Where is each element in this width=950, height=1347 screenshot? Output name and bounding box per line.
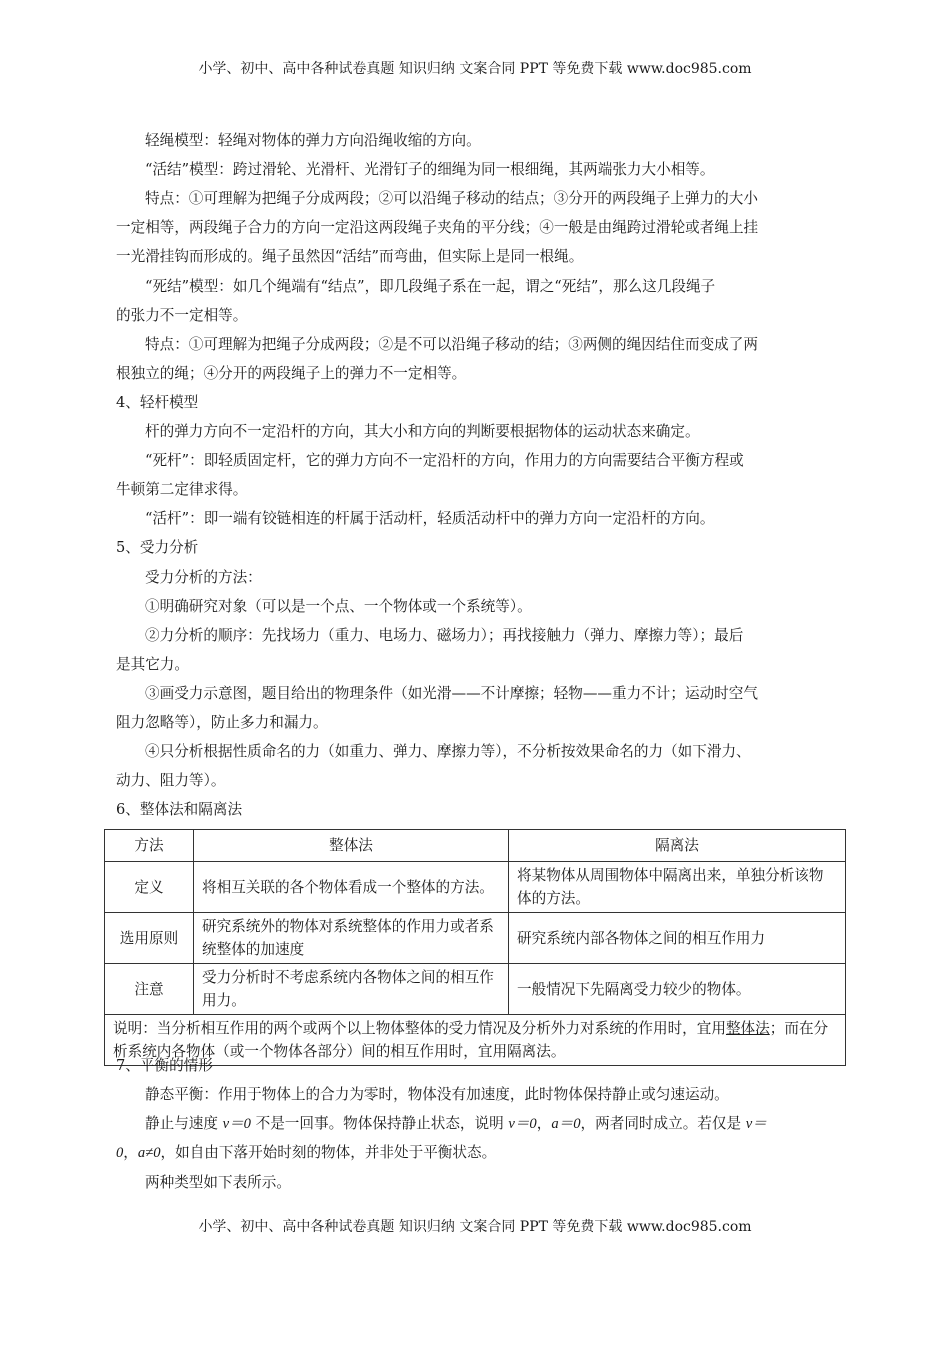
paragraph-step-3-1: ③画受力示意图，题目给出的物理条件（如光滑——不计摩擦；轻物——重力不计；运动时空气 [145, 685, 758, 702]
paragraph-step-3-2: 阻力忽略等），防止多力和漏力。 [116, 714, 328, 731]
table-note-row [105, 1015, 846, 1066]
paragraph-light-rope: 轻绳模型：轻绳对物体的弹力方向沿绳收缩的方向。 [145, 132, 481, 149]
paragraph-step-2-1: ②力分析的顺序：先找场力（重力、电场力、磁场力）；再找接触力（弹力、摩擦力等）；最后 [145, 627, 744, 644]
paragraph-hinged-rod: “活杆”：即一端有铰链相连的杆属于活动杆，轻质活动杆中的弹力方向一定沿杆的方向。 [145, 510, 715, 527]
paragraph-slip-knot: “活结”模型：跨过滑轮、光滑杆、光滑钉子的细绳为同一根细绳，其两端张力大小相等。 [145, 161, 715, 178]
paragraph-fixed-rod-1: “死杆”：即轻质固定杆，它的弹力方向不一定沿杆的方向，作用力的方向需要结合平衡方程或 [145, 452, 744, 469]
paragraph-dead-knot-features-1: 特点：①可理解为把绳子分成两段；②是不可以沿绳子移动的结；③两侧的绳因结住而变成了两 [145, 336, 758, 353]
table-row [105, 964, 846, 1015]
paragraph-step-4-1: ④只分析根据性质命名的力（如重力、弹力、摩擦力等），不分析按效果命名的力（如下滑力、 [145, 743, 751, 760]
cell-whole: 研究系统外的物体对系统整体的作用力或者系统整体的加速度 [194, 913, 509, 964]
page-header: 小学、初中、高中各种试卷真题 知识归纳 文案合同 PPT 等免费下载 www.doc985.com [198, 61, 752, 77]
paragraph-rest-vs-velocity-1: 静止与速度 v＝0 不是一回事。物体保持静止状态，说明 v＝0，a＝0，两者同时成立。若仅是 v＝ [145, 1115, 767, 1132]
paragraph-dead-knot-features-2: 根独立的绳；④分开的两段绳子上的弹力不一定相等。 [116, 365, 467, 382]
paragraph-rest-vs-velocity-2: 0，a≠0，如自由下落开始时刻的物体，并非处于平衡状态。 [116, 1144, 497, 1161]
table-row [105, 913, 846, 964]
section-heading-4: 4、轻杆模型 [116, 394, 199, 411]
note-text-b: ；而在分析系统内各物体（或一个物体各部分）间的相互作用时，宜用隔离法。 [113, 1020, 829, 1060]
paragraph-step-2-2: 是其它力。 [116, 656, 189, 673]
cell-isolate: 将某物体从周围物体中隔离出来，单独分析该物体的方法。 [509, 862, 846, 913]
row-label: 定义 [105, 862, 194, 913]
paragraph-slip-knot-features-1: 特点：①可理解为把绳子分成两段；②可以沿绳子移动的结点；③分开的两段绳子上弹力的大小 [145, 190, 758, 207]
note-underlined: 整体法 [725, 1020, 770, 1037]
paragraph-slip-knot-features-3: 一光滑挂钩而形成的。绳子虽然因“活结”而弯曲，但实际上是同一根绳。 [116, 248, 584, 265]
row-label: 选用原则 [105, 913, 194, 964]
paragraph-two-types: 两种类型如下表所示。 [145, 1174, 291, 1191]
cell-whole: 将相互关联的各个物体看成一个整体的方法。 [194, 862, 509, 913]
paragraph-rod-direction: 杆的弹力方向不一定沿杆的方向，其大小和方向的判断要根据物体的运动状态来确定。 [145, 423, 700, 440]
paragraph-fixed-rod-2: 牛顿第二定律求得。 [116, 481, 248, 498]
paragraph-dead-knot-1: “死结”模型：如几个绳端有“结点”，即几段绳子系在一起，谓之“死结”，那么这几段绳子 [145, 278, 716, 295]
table-header-isolate: 隔离法 [509, 830, 846, 862]
table-header-method: 方法 [105, 830, 194, 862]
cell-isolate: 研究系统内部各物体之间的相互作用力 [509, 913, 846, 964]
paragraph-dead-knot-2: 的张力不一定相等。 [116, 307, 248, 324]
paragraph-static-equilibrium: 静态平衡：作用于物体上的合力为零时，物体没有加速度，此时物体保持静止或匀速运动。 [145, 1086, 729, 1103]
paragraph-step-1: ①明确研究对象（可以是一个点、一个物体或一个系统等）。 [145, 598, 532, 615]
note-text-a: 说明：当分析相互作用的两个或两个以上物体整体的受力情况及分析外力对系统的作用时，宜用 [113, 1020, 726, 1037]
table-header-whole: 整体法 [194, 830, 509, 862]
cell-isolate: 一般情况下先隔离受力较少的物体。 [509, 964, 846, 1015]
paragraph-step-4-2: 动力、阻力等）。 [116, 772, 226, 789]
table-row [105, 862, 846, 913]
row-label: 注意 [105, 964, 194, 1015]
table-note [105, 1015, 846, 1066]
comparison-table [104, 829, 846, 1066]
table-header-row [105, 830, 846, 862]
section-heading-5: 5、受力分析 [116, 539, 199, 556]
section-heading-6: 6、整体法和隔离法 [116, 801, 243, 818]
cell-whole: 受力分析时不考虑系统内各物体之间的相互作用力。 [194, 964, 509, 1015]
paragraph-method-intro: 受力分析的方法： [145, 569, 262, 586]
paragraph-slip-knot-features-2: 一定相等，两段绳子合力的方向一定沿这两段绳子夹角的平分线；④一般是由绳跨过滑轮或者绳上挂 [116, 219, 759, 236]
page-footer: 小学、初中、高中各种试卷真题 知识归纳 文案合同 PPT 等免费下载 www.doc985.com [198, 1219, 752, 1235]
section-heading-7: 7、平衡的情形 [116, 1057, 213, 1074]
